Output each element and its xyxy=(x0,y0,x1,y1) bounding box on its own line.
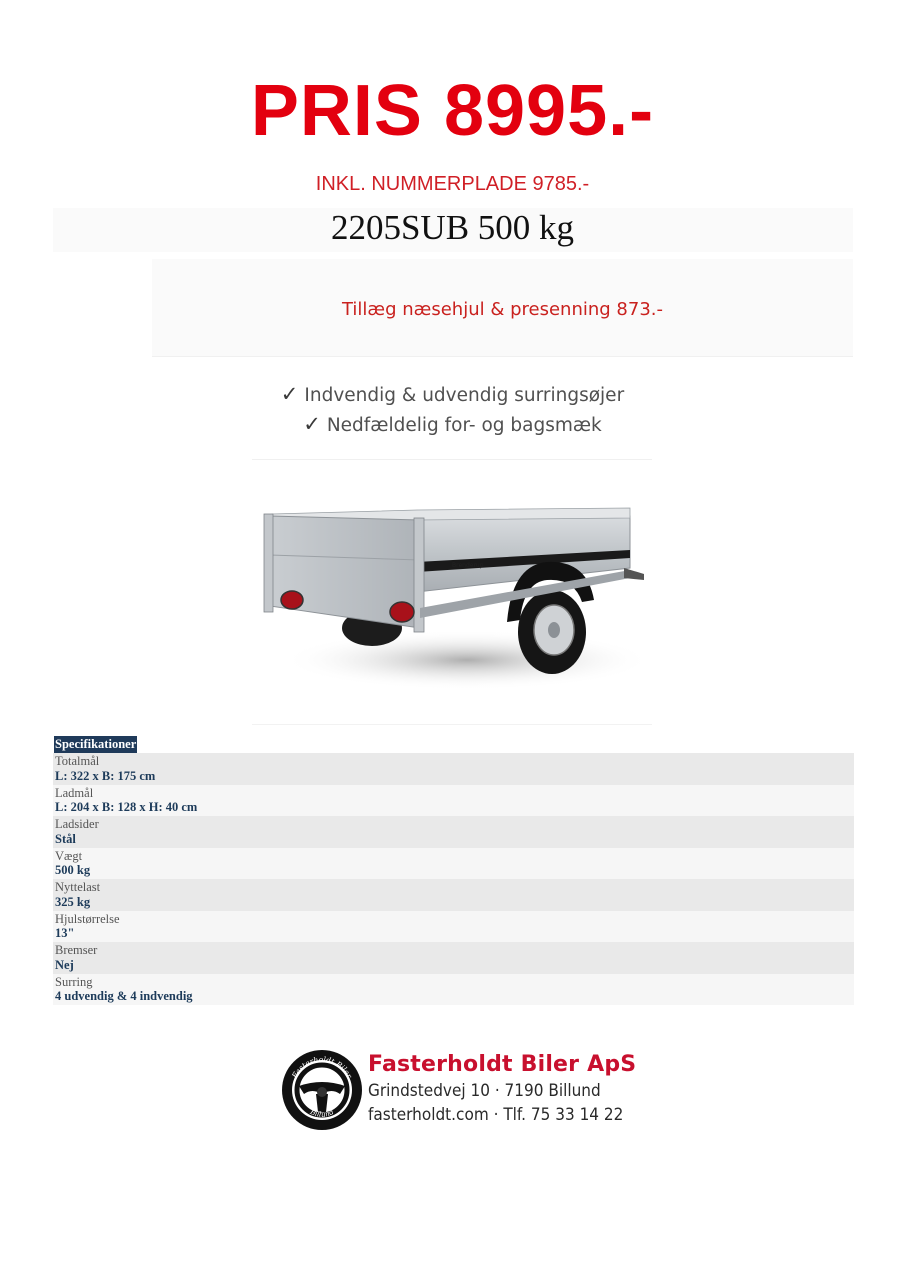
extra-price: Tillæg næsehjul & presenning 873.- xyxy=(341,299,663,320)
price-heading: PRIS 8995.- xyxy=(250,71,655,151)
ground-shadow xyxy=(282,630,652,690)
spec-value: 325 kg xyxy=(55,894,91,909)
spec-value: 500 kg xyxy=(55,863,91,877)
brand-label: Brenderup xyxy=(452,562,484,569)
spec-label: Bremser xyxy=(55,943,98,957)
spec-value: Stål xyxy=(55,831,76,846)
feature-item xyxy=(0,380,905,410)
company-logo xyxy=(280,1048,364,1132)
table-row xyxy=(53,942,854,974)
spec-label: Vægt xyxy=(55,848,83,863)
logo-top-text: Fasterholdt Biler xyxy=(290,1054,354,1080)
spec-label: Hjulstørrelse xyxy=(55,911,120,926)
spec-value: Nej xyxy=(55,957,74,972)
feature-text: Indvendig & udvendig surringsøjer xyxy=(304,385,625,406)
company-name: Fasterholdt Biler ApS xyxy=(368,1052,637,1077)
trailer-image xyxy=(252,480,652,720)
tail-light-left xyxy=(281,591,303,609)
table-row xyxy=(53,911,854,943)
spec-label: Surring xyxy=(55,974,93,989)
spec-value: L: 204 x B: 128 x H: 40 cm xyxy=(55,800,198,814)
company-info xyxy=(368,1052,652,1125)
table-row xyxy=(53,753,854,785)
spec-title: Specifikationer xyxy=(55,737,137,751)
table-row xyxy=(53,785,854,817)
table-row xyxy=(53,879,854,911)
checkmark-icon: ✓ xyxy=(280,382,299,406)
feature-item xyxy=(0,410,905,440)
table-row xyxy=(53,974,854,1006)
tail-light-right xyxy=(390,602,414,622)
spec-label: Ladmål xyxy=(55,785,94,800)
spec-table xyxy=(53,736,854,1005)
company-address: Grindstedvej 10 · 7190 Billund xyxy=(368,1081,601,1101)
spec-value: 13" xyxy=(55,926,75,940)
spec-label: Nyttelast xyxy=(55,880,101,894)
feature-list xyxy=(0,380,905,440)
spec-label: Totalmål xyxy=(55,754,100,768)
spec-value: 4 udvendig & 4 indvendig xyxy=(55,989,193,1003)
spec-label: Ladsider xyxy=(55,817,99,831)
table-row xyxy=(53,816,854,848)
price-incl-plate: INKL. NUMMERPLADE 9785.- xyxy=(315,173,590,195)
checkmark-icon: ✓ xyxy=(303,412,321,436)
company-contact: fasterholdt.com · Tlf. 75 33 14 22 xyxy=(368,1105,624,1125)
spec-value: L: 322 x B: 175 cm xyxy=(55,768,156,783)
model-title: 2205SUB 500 kg xyxy=(330,208,575,247)
divider xyxy=(252,724,652,725)
table-row xyxy=(53,848,854,880)
logo-bottom-text: Billund xyxy=(308,1108,336,1119)
divider xyxy=(252,459,652,460)
feature-text: Nedfældelig for- og bagsmæk xyxy=(326,415,602,436)
